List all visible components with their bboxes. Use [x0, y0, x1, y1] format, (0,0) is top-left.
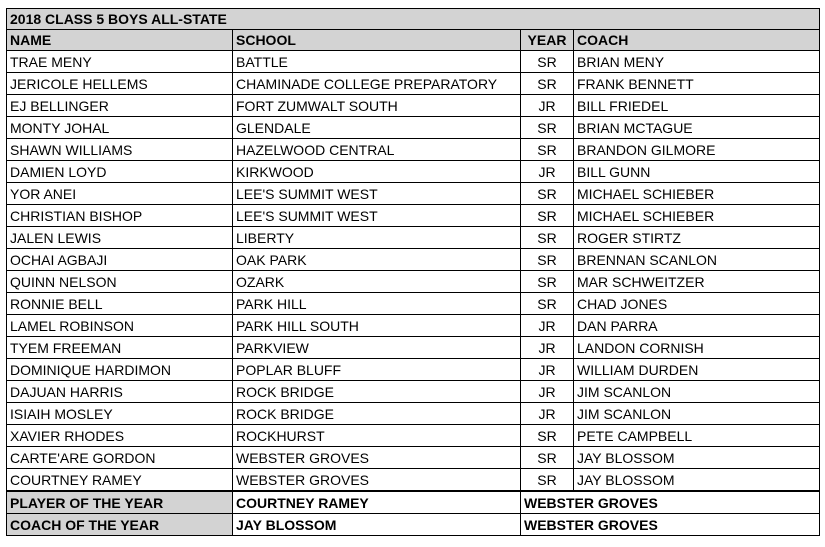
table-row — [7, 51, 820, 73]
cell-coach: JIM SCANLON — [574, 381, 820, 403]
cell-coach: ROGER STIRTZ — [574, 227, 820, 249]
cell-year: SR — [521, 183, 574, 205]
cell-year: JR — [521, 403, 574, 425]
cell-coach: JAY BLOSSOM — [574, 469, 820, 492]
cell-school: ROCKHURST — [233, 425, 521, 447]
table-row — [7, 271, 820, 293]
all-state-table — [6, 8, 820, 536]
cell-name: SHAWN WILLIAMS — [7, 139, 233, 161]
table-row — [7, 403, 820, 425]
award-school: WEBSTER GROVES — [521, 491, 820, 514]
cell-year: JR — [521, 381, 574, 403]
cell-year: JR — [521, 161, 574, 183]
cell-school: PARK HILL SOUTH — [233, 315, 521, 337]
cell-coach: JAY BLOSSOM — [574, 447, 820, 469]
table-row — [7, 359, 820, 381]
cell-name: DAJUAN HARRIS — [7, 381, 233, 403]
cell-school: HAZELWOOD CENTRAL — [233, 139, 521, 161]
cell-coach: BRENNAN SCANLON — [574, 249, 820, 271]
cell-year: SR — [521, 249, 574, 271]
table-row — [7, 95, 820, 117]
table-row — [7, 381, 820, 403]
cell-year: SR — [521, 139, 574, 161]
cell-coach: FRANK BENNETT — [574, 73, 820, 95]
cell-school: GLENDALE — [233, 117, 521, 139]
cell-name: MONTY JOHAL — [7, 117, 233, 139]
column-header-school: SCHOOL — [233, 30, 521, 51]
cell-name: CHRISTIAN BISHOP — [7, 205, 233, 227]
cell-year: SR — [521, 271, 574, 293]
cell-coach: MICHAEL SCHIEBER — [574, 183, 820, 205]
cell-school: CHAMINADE COLLEGE PREPARATORY — [233, 73, 521, 95]
cell-coach: WILLIAM DURDEN — [574, 359, 820, 381]
cell-school: LIBERTY — [233, 227, 521, 249]
cell-name: ISIAIH MOSLEY — [7, 403, 233, 425]
table-row — [7, 425, 820, 447]
cell-year: SR — [521, 227, 574, 249]
cell-school: WEBSTER GROVES — [233, 447, 521, 469]
cell-year: JR — [521, 95, 574, 117]
cell-name: DOMINIQUE HARDIMON — [7, 359, 233, 381]
table-row — [7, 227, 820, 249]
cell-coach: BILL GUNN — [574, 161, 820, 183]
cell-school: ROCK BRIDGE — [233, 381, 521, 403]
cell-name: OCHAI AGBAJI — [7, 249, 233, 271]
column-header-year: YEAR — [521, 30, 574, 51]
cell-year: SR — [521, 447, 574, 469]
table-row — [7, 73, 820, 95]
all-state-sheet — [6, 8, 819, 536]
cell-name: EJ BELLINGER — [7, 95, 233, 117]
award-label: PLAYER OF THE YEAR — [7, 491, 233, 514]
cell-year: SR — [521, 425, 574, 447]
cell-school: FORT ZUMWALT SOUTH — [233, 95, 521, 117]
column-header-name: NAME — [7, 30, 233, 51]
cell-year: SR — [521, 469, 574, 492]
award-person: COURTNEY RAMEY — [233, 491, 521, 514]
table-row — [7, 139, 820, 161]
cell-name: TYEM FREEMAN — [7, 337, 233, 359]
cell-name: JERICOLE HELLEMS — [7, 73, 233, 95]
table-row — [7, 447, 820, 469]
cell-year: SR — [521, 73, 574, 95]
cell-year: SR — [521, 51, 574, 73]
table-row — [7, 205, 820, 227]
cell-name: XAVIER RHODES — [7, 425, 233, 447]
table-row — [7, 117, 820, 139]
cell-name: QUINN NELSON — [7, 271, 233, 293]
cell-coach: CHAD JONES — [574, 293, 820, 315]
cell-school: ROCK BRIDGE — [233, 403, 521, 425]
table-row — [7, 249, 820, 271]
cell-coach: JIM SCANLON — [574, 403, 820, 425]
cell-name: JALEN LEWIS — [7, 227, 233, 249]
cell-coach: BILL FRIEDEL — [574, 95, 820, 117]
cell-year: JR — [521, 337, 574, 359]
cell-name: LAMEL ROBINSON — [7, 315, 233, 337]
cell-name: RONNIE BELL — [7, 293, 233, 315]
column-header-coach: COACH — [574, 30, 820, 51]
cell-school: OZARK — [233, 271, 521, 293]
cell-name: COURTNEY RAMEY — [7, 469, 233, 492]
cell-school: KIRKWOOD — [233, 161, 521, 183]
table-row — [7, 293, 820, 315]
cell-name: TRAE MENY — [7, 51, 233, 73]
cell-coach: BRIAN MCTAGUE — [574, 117, 820, 139]
table-title: 2018 CLASS 5 BOYS ALL-STATE — [7, 9, 820, 30]
cell-coach: BRIAN MENY — [574, 51, 820, 73]
cell-school: WEBSTER GROVES — [233, 469, 521, 492]
cell-coach: LANDON CORNISH — [574, 337, 820, 359]
cell-coach: MICHAEL SCHIEBER — [574, 205, 820, 227]
cell-school: POPLAR BLUFF — [233, 359, 521, 381]
cell-year: SR — [521, 205, 574, 227]
table-row — [7, 161, 820, 183]
cell-school: LEE'S SUMMIT WEST — [233, 205, 521, 227]
cell-school: BATTLE — [233, 51, 521, 73]
award-row — [7, 514, 820, 536]
cell-name: CARTE'ARE GORDON — [7, 447, 233, 469]
cell-year: JR — [521, 359, 574, 381]
cell-year: JR — [521, 315, 574, 337]
cell-school: LEE'S SUMMIT WEST — [233, 183, 521, 205]
cell-school: PARKVIEW — [233, 337, 521, 359]
cell-name: DAMIEN LOYD — [7, 161, 233, 183]
cell-coach: BRANDON GILMORE — [574, 139, 820, 161]
cell-school: OAK PARK — [233, 249, 521, 271]
cell-year: SR — [521, 293, 574, 315]
award-person: JAY BLOSSOM — [233, 514, 521, 536]
title-row — [7, 9, 820, 30]
award-row — [7, 491, 820, 514]
table-row — [7, 469, 820, 492]
cell-coach: MAR SCHWEITZER — [574, 271, 820, 293]
table-row — [7, 183, 820, 205]
cell-year: SR — [521, 117, 574, 139]
award-school: WEBSTER GROVES — [521, 514, 820, 536]
table-row — [7, 315, 820, 337]
award-label: COACH OF THE YEAR — [7, 514, 233, 536]
table-row — [7, 337, 820, 359]
cell-name: YOR ANEI — [7, 183, 233, 205]
cell-coach: DAN PARRA — [574, 315, 820, 337]
header-row — [7, 30, 820, 51]
cell-school: PARK HILL — [233, 293, 521, 315]
cell-coach: PETE CAMPBELL — [574, 425, 820, 447]
